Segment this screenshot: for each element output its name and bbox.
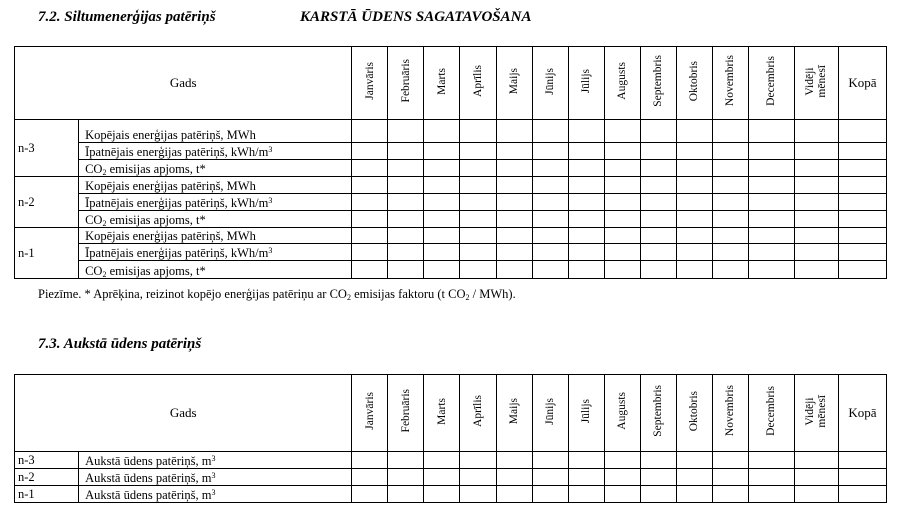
value-cell[interactable] [640, 452, 676, 469]
value-cell[interactable] [794, 177, 838, 194]
table-row [15, 194, 887, 211]
month-label: Decembris [765, 386, 778, 436]
table-row [15, 452, 887, 469]
month-label: Decembris [765, 56, 778, 106]
month-header [748, 375, 794, 452]
table-row [15, 486, 887, 503]
value-cell[interactable] [388, 120, 424, 143]
month-header [496, 47, 532, 120]
value-cell[interactable] [794, 120, 838, 143]
value-cell[interactable] [712, 228, 748, 244]
month-header [388, 375, 424, 452]
value-cell[interactable] [352, 452, 388, 469]
value-cell[interactable] [424, 244, 460, 261]
value-cell[interactable] [676, 469, 712, 486]
value-cell[interactable] [838, 194, 886, 211]
month-header [352, 375, 388, 452]
value-cell[interactable] [676, 211, 712, 228]
value-cell[interactable] [496, 211, 532, 228]
row-label: $CO_2$ emisijas apjoms, t* [79, 160, 352, 177]
row-label: Īpatnējais enerģijas patēriņš, kWh/$m^3$ [79, 244, 352, 261]
value-cell[interactable] [388, 194, 424, 211]
value-cell[interactable] [460, 469, 496, 486]
value-cell[interactable] [794, 486, 838, 503]
value-cell[interactable] [568, 120, 604, 143]
value-cell[interactable] [496, 261, 532, 279]
row-label: Kopējais enerģijas patēriņš, MWh [79, 177, 352, 194]
month-label: Maijs [508, 67, 521, 95]
value-cell[interactable] [496, 486, 532, 503]
value-cell[interactable] [424, 452, 460, 469]
value-cell[interactable] [748, 261, 794, 279]
month-header [676, 375, 712, 452]
value-cell[interactable] [532, 469, 568, 486]
value-cell[interactable] [838, 244, 886, 261]
value-cell[interactable] [748, 120, 794, 143]
value-cell[interactable] [604, 469, 640, 486]
value-cell[interactable] [352, 469, 388, 486]
value-cell[interactable] [640, 160, 676, 177]
value-cell[interactable] [712, 211, 748, 228]
month-label: Jūlijs [580, 68, 593, 94]
row-label: Kopējais enerģijas patēriņš, MWh [79, 120, 352, 143]
value-cell[interactable] [748, 486, 794, 503]
month-label: Aprīlis [471, 395, 484, 427]
month-label: Februāris [399, 389, 412, 433]
value-cell[interactable] [496, 469, 532, 486]
value-cell[interactable] [794, 143, 838, 160]
month-label: Novembris [724, 385, 737, 437]
value-cell[interactable] [794, 244, 838, 261]
value-cell[interactable] [748, 160, 794, 177]
value-cell[interactable] [532, 244, 568, 261]
value-cell[interactable] [604, 244, 640, 261]
value-cell[interactable] [640, 211, 676, 228]
value-cell[interactable] [568, 211, 604, 228]
month-header [568, 47, 604, 120]
row-label: Aukstā ūdens patēriņš, $m^3$ [79, 469, 352, 486]
footnote: Piezīme. * Aprēķina, reizinot kopējo enerģijas patēriņu ar $CO_2$ emisijas faktoru (t $CO_2 / MWh$). [38, 287, 516, 302]
month-header [748, 47, 794, 120]
value-cell[interactable] [352, 177, 388, 194]
month-label: Novembris [724, 55, 737, 107]
value-cell[interactable] [388, 486, 424, 503]
value-cell[interactable] [352, 120, 388, 143]
month-header [460, 375, 496, 452]
value-cell[interactable] [676, 177, 712, 194]
row-label: Aukstā ūdens patēriņš, $m^3$ [79, 452, 352, 469]
value-cell[interactable] [794, 228, 838, 244]
value-cell[interactable] [460, 486, 496, 503]
value-cell[interactable] [748, 244, 794, 261]
value-cell[interactable] [640, 228, 676, 244]
month-header [568, 375, 604, 452]
row-label: Īpatnējais enerģijas patēriņš, kWh/$m^3$ [79, 194, 352, 211]
value-cell[interactable] [676, 261, 712, 279]
year-cell: n-3 [15, 452, 79, 469]
value-cell[interactable] [496, 244, 532, 261]
value-cell[interactable] [388, 160, 424, 177]
table-row [15, 469, 887, 486]
total-header: Kopā [838, 375, 886, 452]
value-cell[interactable] [794, 194, 838, 211]
value-cell[interactable] [424, 469, 460, 486]
value-cell[interactable] [838, 228, 886, 244]
value-cell[interactable] [424, 228, 460, 244]
value-cell[interactable] [532, 211, 568, 228]
value-cell[interactable] [352, 244, 388, 261]
value-cell[interactable] [712, 120, 748, 143]
average-header [794, 47, 838, 120]
value-cell[interactable] [388, 244, 424, 261]
value-cell[interactable] [496, 160, 532, 177]
month-header [352, 47, 388, 120]
value-cell[interactable] [424, 211, 460, 228]
value-cell[interactable] [388, 469, 424, 486]
value-cell[interactable] [388, 143, 424, 160]
value-cell[interactable] [640, 120, 676, 143]
value-cell[interactable] [712, 261, 748, 279]
value-cell[interactable] [460, 120, 496, 143]
year-cell: n-3 [15, 120, 79, 177]
value-cell[interactable] [748, 452, 794, 469]
value-cell[interactable] [640, 244, 676, 261]
value-cell[interactable] [794, 452, 838, 469]
row-label: Aukstā ūdens patēriņš, $m^3$ [79, 486, 352, 503]
value-cell[interactable] [532, 486, 568, 503]
value-cell[interactable] [604, 177, 640, 194]
value-cell[interactable] [794, 469, 838, 486]
row-label: Īpatnējais enerģijas patēriņš, kWh/$m^3$ [79, 143, 352, 160]
value-cell[interactable] [838, 211, 886, 228]
value-cell[interactable] [424, 194, 460, 211]
value-cell[interactable] [496, 120, 532, 143]
value-cell[interactable] [748, 469, 794, 486]
value-cell[interactable] [532, 177, 568, 194]
value-cell[interactable] [640, 194, 676, 211]
value-cell[interactable] [676, 244, 712, 261]
month-header [460, 47, 496, 120]
month-label: Aprīlis [471, 65, 484, 97]
value-cell[interactable] [604, 261, 640, 279]
month-header [640, 375, 676, 452]
value-cell[interactable] [532, 452, 568, 469]
value-cell[interactable] [712, 160, 748, 177]
year-cell: n-2 [15, 469, 79, 486]
row-label: Kopējais enerģijas patēriņš, MWh [79, 228, 352, 244]
month-header [676, 47, 712, 120]
value-cell[interactable] [532, 194, 568, 211]
month-label: Septembris [652, 385, 665, 437]
value-cell[interactable] [712, 486, 748, 503]
month-header [712, 375, 748, 452]
average-header [794, 375, 838, 452]
section-7-2-subtitle: KARSTĀ ŪDENS SAGATAVOŠANA [300, 9, 532, 25]
value-cell[interactable] [496, 228, 532, 244]
value-cell[interactable] [460, 194, 496, 211]
value-cell[interactable] [388, 177, 424, 194]
month-label: Marts [435, 397, 448, 425]
value-cell[interactable] [388, 452, 424, 469]
value-cell[interactable] [712, 177, 748, 194]
heat-energy-table [14, 46, 887, 279]
value-cell[interactable] [352, 194, 388, 211]
month-header [640, 47, 676, 120]
value-cell[interactable] [794, 160, 838, 177]
value-cell[interactable] [838, 120, 886, 143]
month-label: Februāris [399, 59, 412, 103]
value-cell[interactable] [352, 228, 388, 244]
value-cell[interactable] [496, 452, 532, 469]
table-row [15, 261, 887, 279]
value-cell[interactable] [532, 143, 568, 160]
month-label: Marts [435, 67, 448, 95]
month-label: Augusts [616, 392, 629, 430]
month-header [496, 375, 532, 452]
table-row [15, 228, 887, 244]
value-cell[interactable] [568, 244, 604, 261]
month-label: Oktobris [688, 390, 701, 432]
value-cell[interactable] [604, 228, 640, 244]
table-row [15, 120, 887, 143]
value-cell[interactable] [748, 228, 794, 244]
table-row [15, 160, 887, 177]
value-cell[interactable] [640, 177, 676, 194]
month-header [424, 47, 460, 120]
value-cell[interactable] [604, 120, 640, 143]
value-cell[interactable] [460, 228, 496, 244]
value-cell[interactable] [568, 261, 604, 279]
value-cell[interactable] [424, 486, 460, 503]
value-cell[interactable] [640, 486, 676, 503]
year-cell: n-2 [15, 177, 79, 228]
value-cell[interactable] [712, 469, 748, 486]
year-header: Gads [15, 47, 352, 120]
value-cell[interactable] [676, 120, 712, 143]
value-cell[interactable] [460, 244, 496, 261]
month-header [532, 47, 568, 120]
table-row [15, 244, 887, 261]
value-cell[interactable] [388, 261, 424, 279]
month-header [388, 47, 424, 120]
value-cell[interactable] [424, 261, 460, 279]
value-cell[interactable] [460, 143, 496, 160]
value-cell[interactable] [604, 143, 640, 160]
value-cell[interactable] [712, 244, 748, 261]
value-cell[interactable] [352, 486, 388, 503]
month-header [424, 375, 460, 452]
value-cell[interactable] [424, 143, 460, 160]
month-header [604, 375, 640, 452]
row-label: $CO_2$ emisijas apjoms, t* [79, 261, 352, 279]
value-cell[interactable] [676, 194, 712, 211]
value-cell[interactable] [794, 261, 838, 279]
value-cell[interactable] [748, 194, 794, 211]
value-cell[interactable] [568, 194, 604, 211]
value-cell[interactable] [460, 211, 496, 228]
value-cell[interactable] [496, 177, 532, 194]
value-cell[interactable] [532, 228, 568, 244]
value-cell[interactable] [604, 211, 640, 228]
value-cell[interactable] [532, 160, 568, 177]
month-label: Janvāris [363, 62, 376, 100]
value-cell[interactable] [496, 194, 532, 211]
value-cell[interactable] [568, 143, 604, 160]
value-cell[interactable] [568, 177, 604, 194]
value-cell[interactable] [640, 143, 676, 160]
value-cell[interactable] [838, 452, 886, 469]
value-cell[interactable] [496, 143, 532, 160]
value-cell[interactable] [676, 228, 712, 244]
value-cell[interactable] [388, 228, 424, 244]
month-label: Septembris [652, 55, 665, 107]
value-cell[interactable] [532, 120, 568, 143]
value-cell[interactable] [352, 160, 388, 177]
value-cell[interactable] [838, 469, 886, 486]
value-cell[interactable] [676, 143, 712, 160]
value-cell[interactable] [838, 486, 886, 503]
value-cell[interactable] [604, 160, 640, 177]
value-cell[interactable] [424, 160, 460, 177]
value-cell[interactable] [568, 486, 604, 503]
value-cell[interactable] [838, 160, 886, 177]
value-cell[interactable] [748, 143, 794, 160]
value-cell[interactable] [794, 211, 838, 228]
value-cell[interactable] [604, 452, 640, 469]
month-label: Jūnijs [544, 67, 557, 95]
value-cell[interactable] [838, 261, 886, 279]
value-cell[interactable] [838, 143, 886, 160]
value-cell[interactable] [712, 194, 748, 211]
value-cell[interactable] [568, 228, 604, 244]
month-label: Oktobris [688, 60, 701, 102]
value-cell[interactable] [424, 177, 460, 194]
value-cell[interactable] [604, 194, 640, 211]
row-label: $CO_2$ emisijas apjoms, t* [79, 211, 352, 228]
value-cell[interactable] [568, 452, 604, 469]
month-label: Jūnijs [544, 397, 557, 425]
table-row [15, 143, 887, 160]
value-cell[interactable] [352, 261, 388, 279]
value-cell[interactable] [676, 486, 712, 503]
value-cell[interactable] [640, 261, 676, 279]
value-cell[interactable] [712, 143, 748, 160]
month-label: Janvāris [363, 392, 376, 430]
value-cell[interactable] [838, 177, 886, 194]
total-header: Kopā [838, 47, 886, 120]
value-cell[interactable] [748, 177, 794, 194]
value-cell[interactable] [712, 452, 748, 469]
section-7-3-title: 7.3. Aukstā ūdens patēriņš [38, 336, 202, 352]
month-header [712, 47, 748, 120]
value-cell[interactable] [568, 160, 604, 177]
year-header: Gads [15, 375, 352, 452]
section-7-2-title: 7.2. Siltumenerģijas patēriņš [38, 9, 216, 25]
value-cell[interactable] [460, 452, 496, 469]
table-row [15, 211, 887, 228]
value-cell[interactable] [460, 261, 496, 279]
value-cell[interactable] [388, 211, 424, 228]
table-header-row [15, 47, 887, 120]
average-label: Vidēji mēnesī [804, 394, 829, 428]
month-header [532, 375, 568, 452]
year-cell: n-1 [15, 486, 79, 503]
cold-water-table [14, 374, 887, 503]
value-cell[interactable] [424, 120, 460, 143]
table-header-row [15, 375, 887, 452]
value-cell[interactable] [676, 452, 712, 469]
value-cell[interactable] [748, 211, 794, 228]
year-cell: n-1 [15, 228, 79, 279]
month-header [604, 47, 640, 120]
value-cell[interactable] [676, 160, 712, 177]
value-cell[interactable] [460, 177, 496, 194]
month-label: Maijs [508, 397, 521, 425]
value-cell[interactable] [352, 143, 388, 160]
month-label: Jūlijs [580, 398, 593, 424]
table-row [15, 177, 887, 194]
average-label: Vidēji mēnesī [804, 64, 829, 98]
value-cell[interactable] [460, 160, 496, 177]
value-cell[interactable] [352, 211, 388, 228]
value-cell[interactable] [568, 469, 604, 486]
value-cell[interactable] [532, 261, 568, 279]
value-cell[interactable] [604, 486, 640, 503]
value-cell[interactable] [640, 469, 676, 486]
month-label: Augusts [616, 62, 629, 100]
